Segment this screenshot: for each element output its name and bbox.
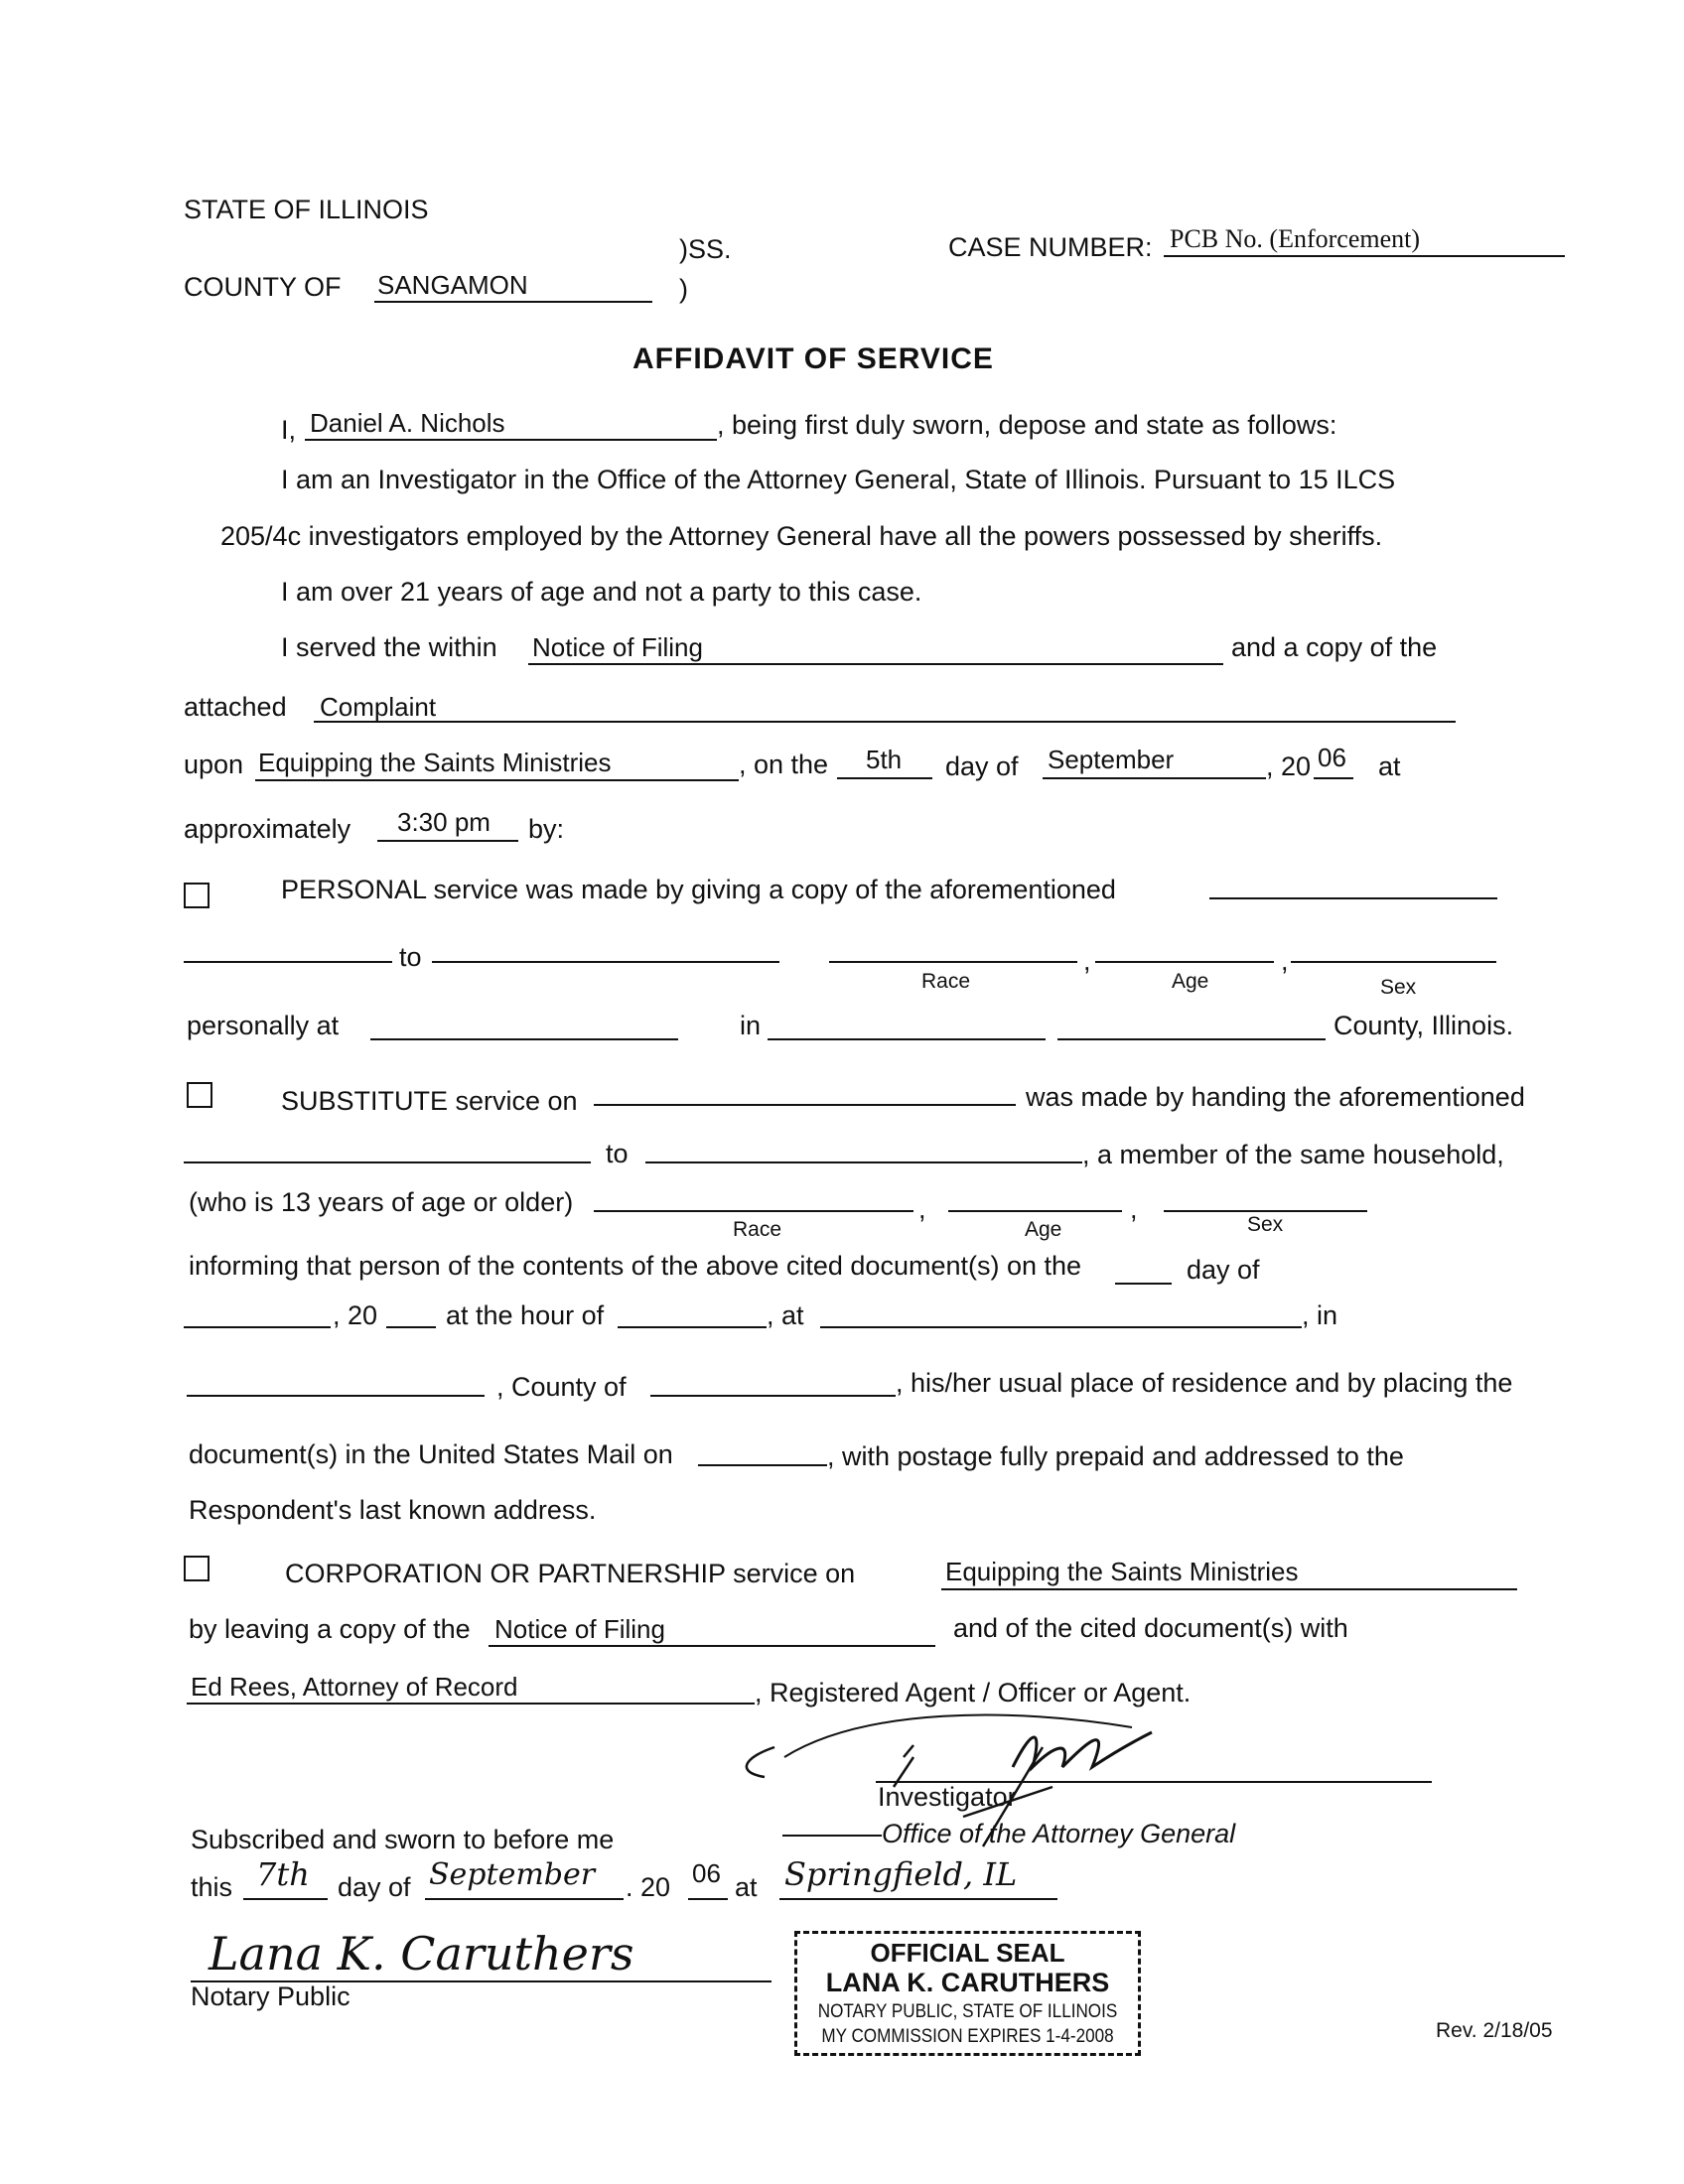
age-line: I am over 21 years of age and not a party to this case. (281, 577, 922, 607)
seal-line-3: NOTARY PUBLIC, STATE OF ILLINOIS (817, 2001, 1118, 2022)
twenty-label: , 20 (333, 1300, 378, 1330)
notary-year-line (688, 1898, 728, 1900)
substitute-sex-label: Sex (1247, 1213, 1284, 1236)
notary-month-handwritten: September (429, 1857, 596, 1892)
sworn-text: , being first duly sworn, depose and state as follows: (717, 410, 1337, 440)
served-line (528, 663, 1223, 665)
served-label: I served the within (281, 632, 497, 662)
hour-label: at the hour of (446, 1300, 605, 1330)
month-line (1043, 777, 1266, 779)
personal-age-line (1095, 961, 1274, 963)
personally-at-label: personally at (187, 1011, 340, 1040)
substitute-race-line (594, 1210, 913, 1212)
agent-role-text: , Registered Agent / Officer or Agent. (755, 1678, 1192, 1707)
on-the-label: , on the (739, 750, 829, 779)
by-label: by: (528, 814, 565, 844)
ss-label: )SS. (679, 234, 732, 264)
upon-label: upon (184, 750, 244, 779)
personal-to-line (432, 961, 779, 963)
who-is-text: (who is 13 years of age or older) (189, 1187, 574, 1217)
corporation-entity-line (941, 1588, 1517, 1590)
substitute-doc-line (184, 1161, 591, 1163)
corporation-doc-line (489, 1645, 935, 1647)
personal-service-checkbox[interactable] (184, 883, 210, 908)
notary-place-handwritten: Springfield, IL (784, 1855, 1018, 1893)
mail-text: document(s) in the United States Mail on (189, 1439, 673, 1469)
i-prefix: I, (281, 415, 297, 445)
day-line (837, 777, 932, 779)
office-label: Office of the Attorney General (882, 1819, 1236, 1848)
affiant-name: Daniel A. Nichols (310, 408, 505, 438)
document-title: AFFIDAVIT OF SERVICE (632, 342, 994, 375)
personal-service-text: PERSONAL service was made by giving a copy of the aforementioned (281, 875, 1116, 904)
upon-line (255, 779, 739, 781)
month-value: September (1048, 745, 1175, 774)
seal-line-2: LANA K. CARUTHERS (825, 1968, 1110, 1997)
year-value: 06 (1318, 743, 1346, 772)
substitute-age-label: Age (1025, 1218, 1062, 1241)
substitute-service-checkbox[interactable] (187, 1082, 212, 1108)
county-of-line (650, 1395, 896, 1397)
corporation-service-text: CORPORATION OR PARTNERSHIP service on (285, 1559, 856, 1588)
year-prefix: , 20 (1266, 751, 1312, 781)
investigator-line-2: 205/4c investigators employed by the Attorney General have all the powers possessed by sheriffs. (220, 521, 1383, 551)
cited-text: and of the cited document(s) with (953, 1613, 1348, 1643)
corporation-service-checkbox[interactable] (184, 1556, 210, 1581)
county-value: SANGAMON (377, 270, 528, 300)
personal-age-label: Age (1172, 970, 1209, 993)
personal-doc-line (1209, 897, 1497, 899)
copy-of-label: and a copy of the (1231, 632, 1438, 662)
notary-day-of-label: day of (338, 1872, 411, 1902)
hour-line (618, 1326, 767, 1328)
postage-text: , with postage fully prepaid and addressed to the (827, 1441, 1404, 1471)
informing-text: informing that person of the contents of the above cited document(s) on the (189, 1251, 1082, 1281)
case-number-label: CASE NUMBER: (948, 232, 1153, 262)
leaving-text: by leaving a copy of the (189, 1614, 471, 1644)
notary-public-label: Notary Public (191, 1981, 351, 2011)
agent-name: Ed Rees, Attorney of Record (191, 1672, 518, 1702)
day-of-label: day of (945, 751, 1019, 781)
personal-county-line (1057, 1038, 1326, 1040)
official-seal (794, 1931, 1141, 2056)
mail-date-line (698, 1464, 827, 1466)
seal-line-4: MY COMMISSION EXPIRES 1-4-2008 (821, 2026, 1114, 2047)
substitute-to-label: to (606, 1139, 629, 1168)
case-number-line (1164, 255, 1565, 257)
personal-in-line (768, 1038, 1046, 1040)
state-label: STATE OF ILLINOIS (184, 195, 429, 224)
notary-signature: Lana K. Caruthers (209, 1927, 634, 1980)
notary-day-line (243, 1898, 328, 1900)
county-line (374, 301, 652, 303)
notary-place-line (779, 1898, 1057, 1900)
corporation-entity: Equipping the Saints Ministries (945, 1557, 1299, 1586)
household-text: , a member of the same household, (1082, 1140, 1504, 1169)
investigator-line-1: I am an Investigator in the Office of the Attorney General, State of Illinois. Pursuant to 15 ILCS (281, 465, 1396, 494)
year-line (1314, 777, 1353, 779)
notary-year: 06 (692, 1858, 721, 1888)
agent-line (187, 1703, 755, 1705)
at-place-label: , at (767, 1300, 804, 1330)
approx-label: approximately (184, 814, 351, 844)
served-doc: Notice of Filing (532, 632, 703, 662)
time-line (377, 840, 518, 842)
affiant-line (305, 439, 717, 441)
case-number-value: PCB No. (Enforcement) (1170, 224, 1421, 253)
notary-month-line (425, 1898, 624, 1900)
at-place-line (820, 1326, 1302, 1328)
paren-label: ) (679, 274, 688, 304)
personal-race-label: Race (921, 970, 971, 993)
county-illinois-label: County, Illinois. (1333, 1011, 1514, 1040)
substitute-race-label: Race (733, 1218, 782, 1241)
seal-line-1: OFFICIAL SEAL (870, 1938, 1065, 1968)
corporation-doc: Notice of Filing (494, 1614, 665, 1644)
was-made-text: was made by handing the aforementioned (1026, 1082, 1525, 1112)
upon-value: Equipping the Saints Ministries (258, 748, 612, 777)
personal-sex-label: Sex (1380, 976, 1417, 999)
informing-day-of: day of (1187, 1255, 1260, 1285)
substitute-on-line (594, 1104, 1016, 1106)
personal-in-label: in (740, 1011, 762, 1040)
at-label: at (1378, 751, 1401, 781)
attached-label: attached (184, 692, 287, 722)
substitute-to-line (645, 1161, 1082, 1163)
notary-day-handwritten: 7th (256, 1855, 310, 1893)
day-value: 5th (866, 745, 903, 774)
personally-at-line (370, 1038, 678, 1040)
residence-text: , his/her usual place of residence and by placing the (896, 1368, 1513, 1398)
informing-year-line (386, 1326, 436, 1328)
revision-label: Rev. 2/18/05 (1436, 2019, 1553, 2042)
attached-line (314, 721, 1456, 723)
investigator-label: Investigator (878, 1782, 1017, 1812)
substitute-sex-line (1164, 1210, 1367, 1212)
time-value: 3:30 pm (397, 807, 491, 837)
subscribed-text: Subscribed and sworn to before me (191, 1825, 615, 1854)
personal-to-label: to (399, 942, 422, 972)
in-label: , in (1302, 1300, 1338, 1330)
substitute-service-text: SUBSTITUTE service on (281, 1086, 578, 1116)
notary-at-label: at (735, 1872, 758, 1902)
attached-doc: Complaint (320, 692, 437, 722)
personal-race-line (829, 961, 1077, 963)
county-of-label: , County of (496, 1372, 627, 1402)
substitute-age-line (948, 1210, 1122, 1212)
notary-twenty-label: . 20 (626, 1872, 671, 1902)
personal-from-line (184, 961, 392, 963)
personal-sex-line (1291, 961, 1496, 963)
last-known-text: Respondent's last known address. (189, 1495, 597, 1525)
notary-this-label: this (191, 1872, 233, 1902)
county-label: COUNTY OF (184, 272, 342, 302)
informing-day-line (1115, 1283, 1172, 1285)
city-line (187, 1395, 485, 1397)
informing-month-line (184, 1326, 331, 1328)
